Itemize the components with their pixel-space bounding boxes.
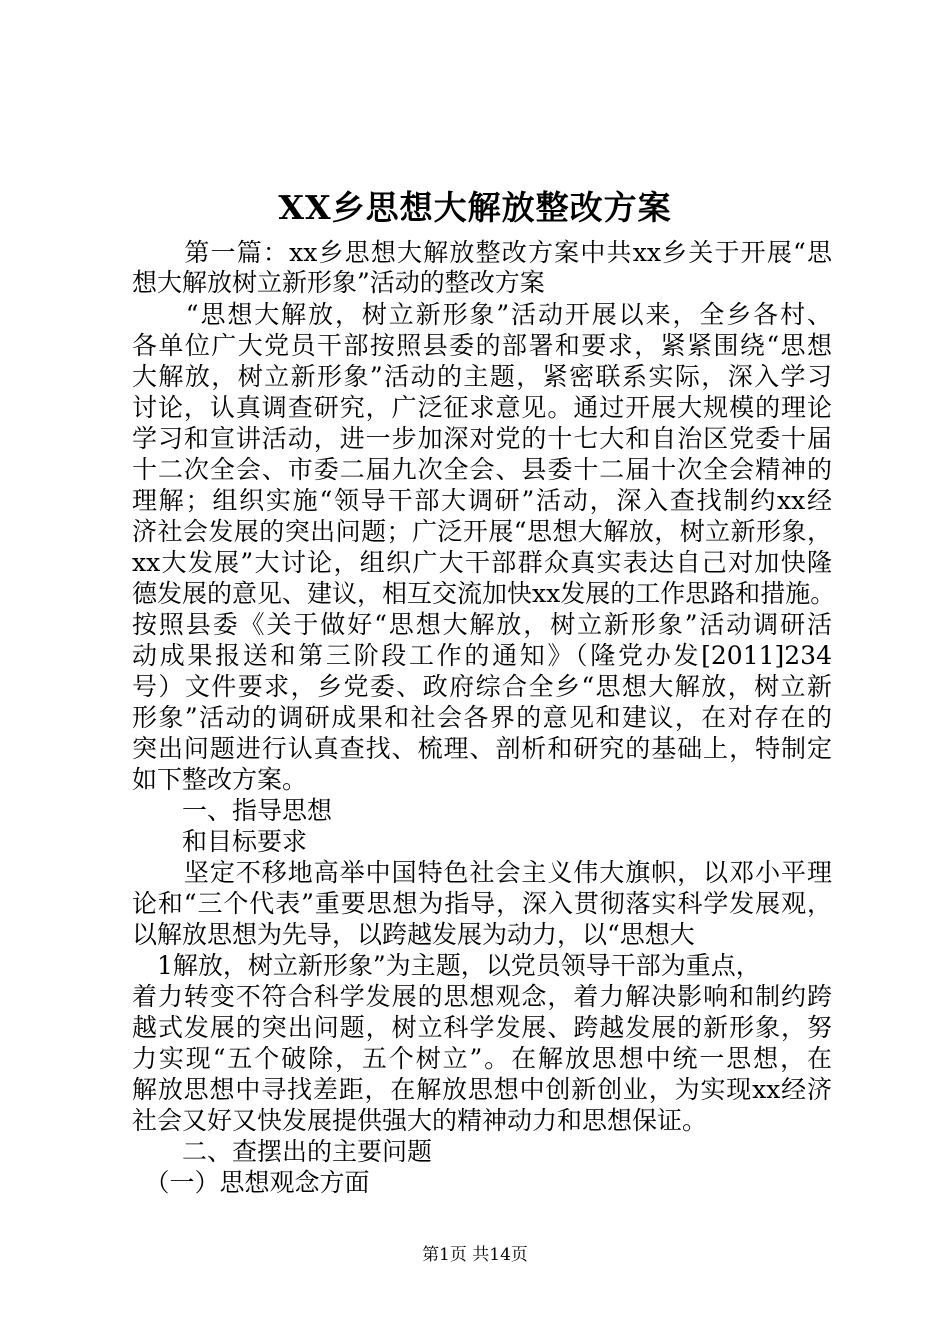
body-line: 讨论，认真调查研究，广泛征求意见。通过开展大规模的理论 (132, 393, 832, 422)
body-line: xx大发展”大讨论，组织广大干部群众真实表达自己对加快隆 (132, 548, 832, 577)
document-title: XX乡思想大解放整改方案 (278, 188, 672, 227)
body-line: 解放思想中寻找差距，在解放思想中创新创业，为实现xx经济 (132, 1075, 832, 1104)
section-heading: 一、指导思想 (132, 796, 333, 825)
body-line: 坚定不移地高举中国特色社会主义伟大旗帜，以邓小平理 (132, 858, 832, 887)
body-line: 理解；组织实施“领导干部大调研”活动，深入查找制约xx经 (132, 486, 832, 515)
body-line: 济社会发展的突出问题；广泛开展“思想大解放，树立新形象， (132, 517, 832, 546)
body-line: 动成果报送和第三阶段工作的通知》（隆党办发[2011]234 (132, 641, 832, 670)
body-line: 形象”活动的调研成果和社会各界的意见和建议，在对存在的 (132, 703, 832, 732)
body-line: 想大解放树立新形象”活动的整改方案 (132, 268, 545, 297)
body-line: 十二次全会、市委二届九次全会、县委十二届十次全会精神的 (132, 455, 832, 484)
body-line: 突出问题进行认真查找、梳理、剖析和研究的基础上，特制定 (132, 734, 832, 763)
body-line: 如下整改方案。 (132, 765, 308, 794)
page-number-footer: 第1页 共14页 (422, 1245, 528, 1265)
body-line: 以解放思想为先导，以跨越发展为动力，以“思想大 (132, 920, 695, 949)
subsection-heading: （一）思想观念方面 (132, 1168, 370, 1197)
body-line: 第一篇：xx乡思想大解放整改方案中共xx乡关于开展“思 (132, 238, 832, 267)
body-line: 着力转变不符合科学发展的思想观念，着力解决影响和制约跨 (132, 982, 832, 1011)
section-heading: 二、查摆出的主要问题 (132, 1137, 433, 1166)
body-line: 学习和宣讲活动，进一步加深对党的十七大和自治区党委十届 (132, 424, 832, 453)
body-line: 大解放，树立新形象”活动的主题，紧密联系实际，深入学习 (132, 362, 832, 391)
body-line: 号）文件要求，乡党委、政府综合全乡“思想大解放，树立新 (132, 672, 832, 701)
body-line: 社会又好又快发展提供强大的精神动力和思想保证。 (132, 1106, 708, 1135)
body-line: 1解放，树立新形象”为主题，以党员领导干部为重点， (132, 951, 761, 980)
body-line: 越式发展的突出问题，树立科学发展、跨越发展的新形象，努 (132, 1013, 832, 1042)
body-line: 各单位广大党员干部按照县委的部署和要求，紧紧围绕“思想 (132, 331, 832, 360)
body-line: 德发展的意见、建议，相互交流加快xx发展的工作思路和措施。 (132, 579, 836, 608)
body-line: “思想大解放，树立新形象”活动开展以来，全乡各村、 (132, 300, 832, 329)
section-heading: 和目标要求 (132, 827, 308, 856)
body-line: 按照县委《关于做好“思想大解放，树立新形象”活动调研活 (132, 610, 832, 639)
body-line: 力实现“五个破除，五个树立”。在解放思想中统一思想，在 (132, 1044, 832, 1073)
body-line: 论和“三个代表”重要思想为指导，深入贯彻落实科学发展观， (132, 889, 832, 918)
